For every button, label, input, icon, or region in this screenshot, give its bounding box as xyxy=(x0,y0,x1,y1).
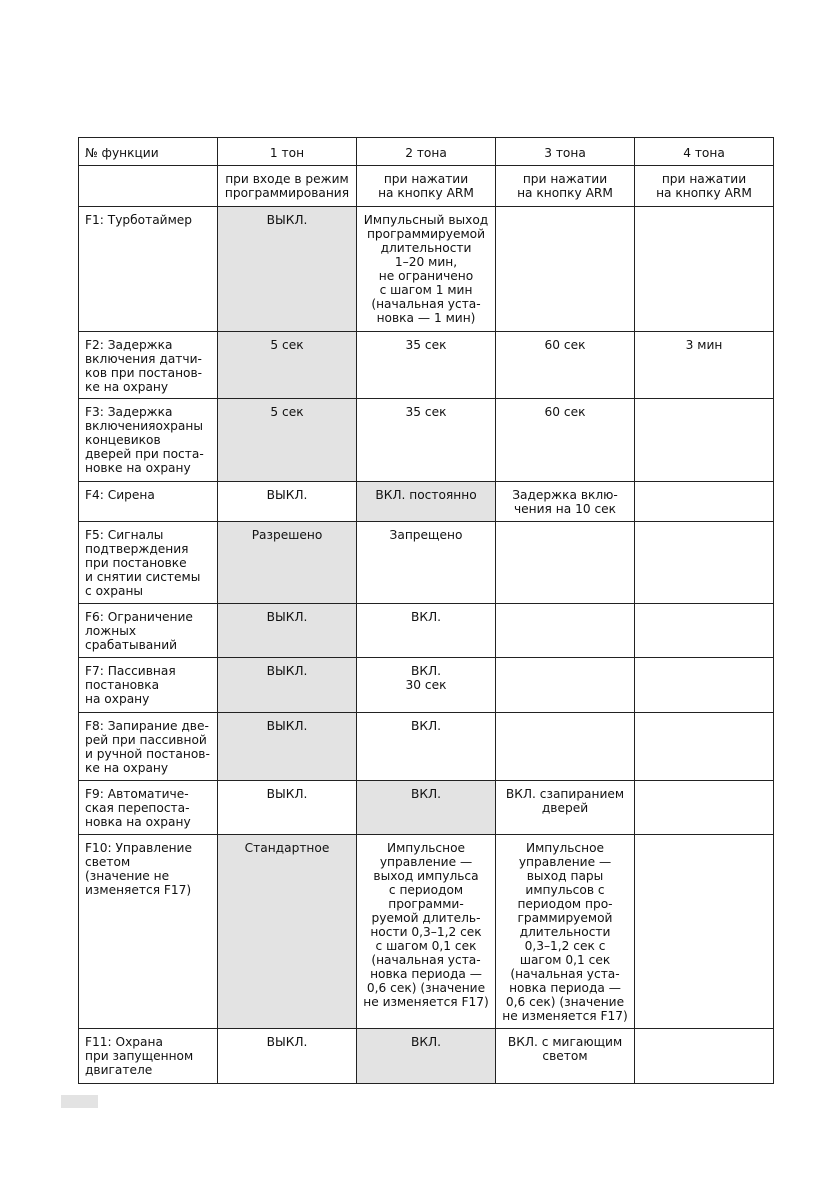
tone-4-value xyxy=(635,781,774,835)
subheader-tone-2: при нажатии на кнопку ARM xyxy=(357,166,496,207)
tone-4-value xyxy=(635,522,774,604)
tone-2-value: ВКЛ. xyxy=(357,713,496,781)
tone-3-value xyxy=(496,207,635,332)
table-row-f5 xyxy=(79,522,774,604)
tone-1-value: ВЫКЛ. xyxy=(218,207,357,332)
tone-2-value: 35 сек xyxy=(357,332,496,399)
tone-4-value: 3 мин xyxy=(635,332,774,399)
function-name: F2: Задержка включения датчи- ков при постанов- ке на охрану xyxy=(79,332,218,399)
function-settings-table xyxy=(78,137,774,1084)
function-name: F11: Охрана при запущенном двигателе xyxy=(79,1029,218,1084)
subheader-tone-4: при нажатии на кнопку ARM xyxy=(635,166,774,207)
tone-1-value: Разрешено xyxy=(218,522,357,604)
function-name: F6: Ограничение ложных срабатываний xyxy=(79,604,218,658)
header-tone-2: 2 тона xyxy=(357,138,496,166)
tone-3-value xyxy=(496,658,635,713)
tone-1-value: 5 сек xyxy=(218,399,357,482)
function-name: F5: Сигналы подтверждения при постановке и снятии системы с охраны xyxy=(79,522,218,604)
tone-2-value: Импульсный выход программируемой длительности 1–20 мин, не ограничено с шагом 1 мин (начальная уста- новка — 1 мин) xyxy=(357,207,496,332)
table-row-f2 xyxy=(79,332,774,399)
tone-1-value: ВЫКЛ. xyxy=(218,1029,357,1084)
table-row-f6 xyxy=(79,604,774,658)
function-name: F7: Пассивная постановка на охрану xyxy=(79,658,218,713)
table-row-f1 xyxy=(79,207,774,332)
subheader-tone-1: при входе в режим программирования xyxy=(218,166,357,207)
function-name: F10: Управление светом (значение не изменяется F17) xyxy=(79,835,218,1029)
tone-3-value: Импульсное управление — выход пары импульсов с периодом про- граммируемой длительности 0,3–1,2 сек с шагом 0,1 сек (начальная уста- новка периода — 0,6 сек) (значение не изменяется F17) xyxy=(496,835,635,1029)
tone-3-value xyxy=(496,604,635,658)
tone-1-value: ВЫКЛ. xyxy=(218,482,357,522)
tone-2-value: ВКЛ. xyxy=(357,1029,496,1084)
tone-3-value: 60 сек xyxy=(496,399,635,482)
tone-2-value: ВКЛ. постоянно xyxy=(357,482,496,522)
tone-2-value: ВКЛ. 30 сек xyxy=(357,658,496,713)
tone-4-value xyxy=(635,604,774,658)
table-row-f10 xyxy=(79,835,774,1029)
tone-1-value: Стандартное xyxy=(218,835,357,1029)
function-name: F1: Турботаймер xyxy=(79,207,218,332)
table-header-row xyxy=(79,138,774,166)
table-subheader-row xyxy=(79,166,774,207)
tone-3-value: ВКЛ. сзапиранием дверей xyxy=(496,781,635,835)
table-row-f3 xyxy=(79,399,774,482)
tone-4-value xyxy=(635,207,774,332)
function-name: F4: Сирена xyxy=(79,482,218,522)
table-row-f8 xyxy=(79,713,774,781)
subheader-tone-3: при нажатии на кнопку ARM xyxy=(496,166,635,207)
tone-2-value: Импульсное управление — выход импульса с периодом программи- руемой длитель- ности 0,3–1,2 сек с шагом 0,1 сек (начальная уста- новка периода — 0,6 сек) (значение не изменяется F17) xyxy=(357,835,496,1029)
table-row-f7 xyxy=(79,658,774,713)
table-row-f9 xyxy=(79,781,774,835)
tone-4-value xyxy=(635,1029,774,1084)
tone-1-value: ВЫКЛ. xyxy=(218,781,357,835)
header-tone-3: 3 тона xyxy=(496,138,635,166)
tone-2-value: ВКЛ. xyxy=(357,604,496,658)
header-tone-4: 4 тона xyxy=(635,138,774,166)
tone-4-value xyxy=(635,482,774,522)
tone-4-value xyxy=(635,835,774,1029)
tone-4-value xyxy=(635,658,774,713)
tone-1-value: ВЫКЛ. xyxy=(218,658,357,713)
tone-3-value: 60 сек xyxy=(496,332,635,399)
header-function-number: № функции xyxy=(79,138,218,166)
tone-3-value xyxy=(496,713,635,781)
tone-3-value xyxy=(496,522,635,604)
page-footer-mark xyxy=(61,1095,98,1108)
tone-1-value: ВЫКЛ. xyxy=(218,713,357,781)
tone-1-value: ВЫКЛ. xyxy=(218,604,357,658)
tone-4-value xyxy=(635,713,774,781)
tone-2-value: Запрещено xyxy=(357,522,496,604)
table-row-f4 xyxy=(79,482,774,522)
tone-1-value: 5 сек xyxy=(218,332,357,399)
function-name: F9: Автоматиче- ская перепоста- новка на охрану xyxy=(79,781,218,835)
table-row-f11 xyxy=(79,1029,774,1084)
function-name: F8: Запирание две- рей при пассивной и ручной постанов- ке на охрану xyxy=(79,713,218,781)
header-tone-1: 1 тон xyxy=(218,138,357,166)
tone-3-value: ВКЛ. с мигающим светом xyxy=(496,1029,635,1084)
tone-4-value xyxy=(635,399,774,482)
tone-3-value: Задержка вклю- чения на 10 сек xyxy=(496,482,635,522)
tone-2-value: ВКЛ. xyxy=(357,781,496,835)
function-name: F3: Задержка включенияохраны концевиков дверей при поста- новке на охрану xyxy=(79,399,218,482)
subheader-empty xyxy=(79,166,218,207)
tone-2-value: 35 сек xyxy=(357,399,496,482)
